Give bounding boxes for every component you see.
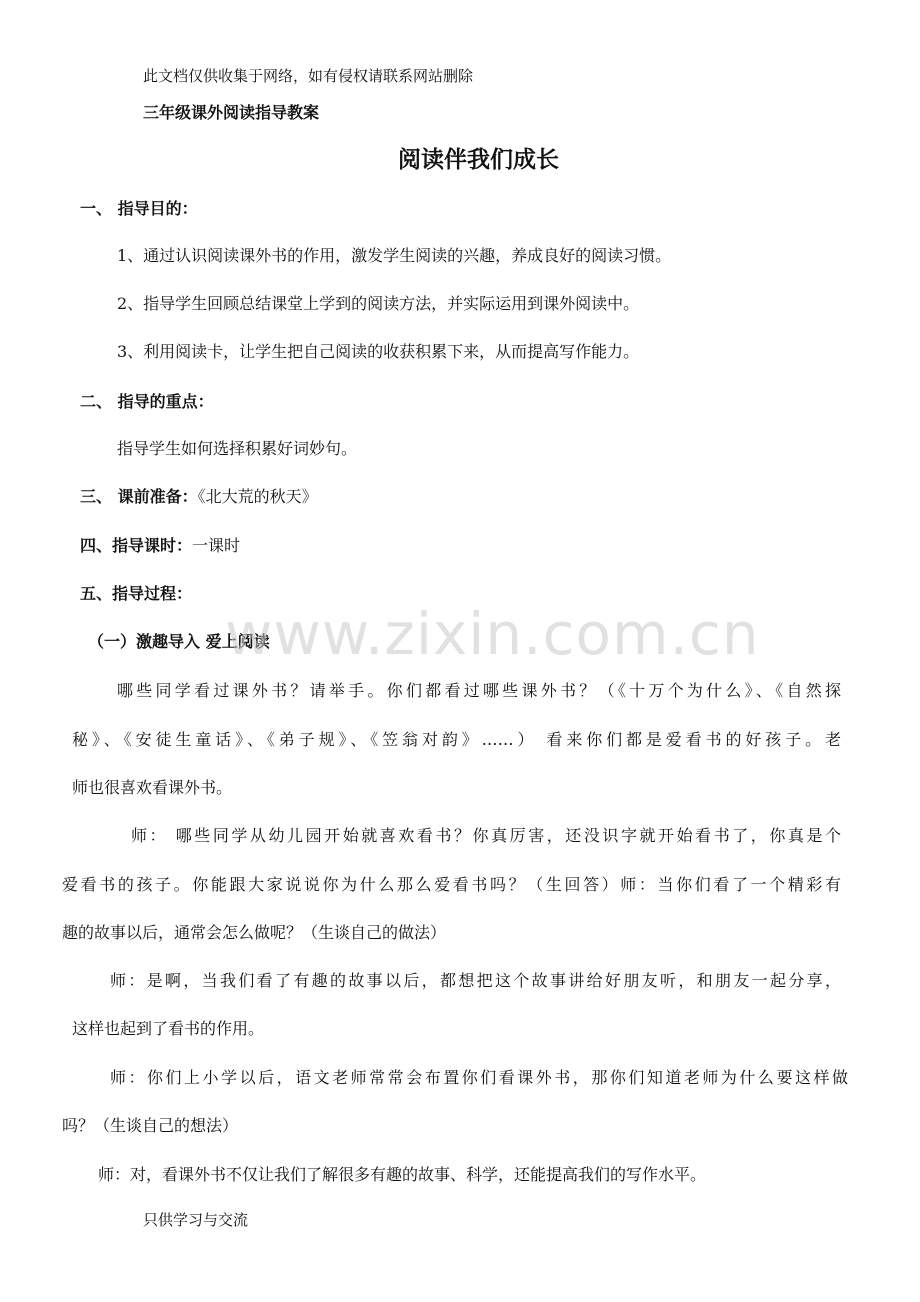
header-note: 此文档仅供收集于网络，如有侵权请联系网站删除 <box>143 67 474 85</box>
paragraph-line: 哪些同学看过课外书？请举手。你们都看过哪些课外书？（《十万个为什么》、《自然探 <box>117 681 841 700</box>
paragraph-line: 师也很喜欢看课外书。 <box>72 778 233 797</box>
doc-label: 三年级课外阅读指导教案 <box>143 103 320 122</box>
paragraph-line: 师：是啊，当我们看了有趣的故事以后，都想把这个故事讲给好朋友听，和朋友一起分享， <box>110 971 841 990</box>
paragraph-line: 吗？（生谈自己的想法） <box>62 1116 239 1135</box>
objective-item: 3、利用阅读卡，让学生把自己阅读的收获积累下来，从而提高写作能力。 <box>117 342 640 361</box>
prep-value: 《北大荒的秋天》 <box>197 487 318 506</box>
lesson-hours-value: 一课时 <box>192 536 241 555</box>
lesson-hours-line <box>80 536 240 556</box>
section-heading: 一、 指导目的： <box>80 199 198 218</box>
paragraph-line: 师：对，看课外书不仅让我们了解很多有趣的故事、科学，还能提高我们的写作水平。 <box>98 1165 707 1184</box>
paragraph-line: 师：你们上小学以后，语文老师常常会布置你们看课外书，那你们知道老师为什么要这样做 <box>110 1068 848 1087</box>
subsection-heading: （一）激趣导入 爱上阅读 <box>88 632 270 651</box>
section-heading: 二、 指导的重点： <box>80 392 214 411</box>
section-heading: 四、指导课时： <box>80 536 193 555</box>
focus-text: 指导学生如何选择积累好词妙句。 <box>117 439 358 458</box>
objective-item: 1、通过认识阅读课外书的作用，激发学生阅读的兴趣，养成良好的阅读习惯。 <box>117 246 672 265</box>
page-title: 阅读伴我们成长 <box>398 147 559 173</box>
objective-item: 2、指导学生回顾总结课堂上学到的阅读方法，并实际运用到课外阅读中。 <box>117 294 640 313</box>
footer-note: 只供学习与交流 <box>143 1211 249 1229</box>
section-heading: 五、指导过程： <box>80 584 193 603</box>
paragraph-line: 趣的故事以后，通常会怎么做呢？（生谈自己的做法） <box>62 923 447 942</box>
paragraph-line: 师： 哪些同学从幼儿园开始就喜欢看书？你真厉害，还没识字就开始看书了，你真是个 <box>131 826 841 845</box>
prep-line <box>80 487 318 507</box>
paragraph-line: 这样也起到了看书的作用。 <box>72 1019 265 1038</box>
watermark: www.zixin.com.cn <box>225 600 760 668</box>
paragraph-line: 秘》、《安徒生童话》、《弟子规》、《笠翁对韵》……） 看来你们都是爱看书的好孩子。老 <box>72 730 841 749</box>
section-heading: 三、 课前准备： <box>80 487 198 506</box>
paragraph-line: 爱看书的孩子。你能跟大家说说你为什么那么爱看书吗？（生回答）师：当你们看了一个精彩有 <box>62 875 841 894</box>
